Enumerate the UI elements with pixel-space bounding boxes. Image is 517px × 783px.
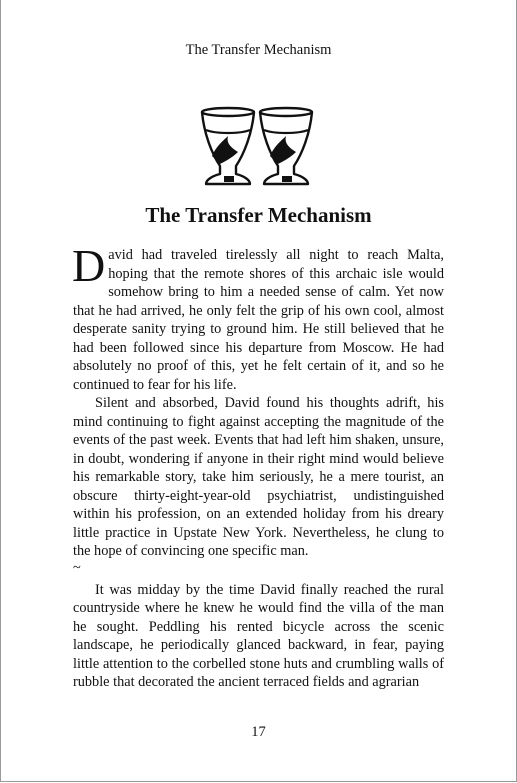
- paragraph-1-text: avid had traveled tirelessly all night to reach Malta, hoping that the remote shores of this archaic isle would somehow bring to him a needed sense of calm. Yet now that he had arrived, he only felt the grip of his own cool, almost desperate sanity trying to ground him. He still believed that he had been followed since his departure from Moscow. He had absolutely no proof of this, yet he felt certain of it, and so he continued to fear for his life.: [73, 247, 444, 393]
- section-separator: ~: [73, 559, 81, 576]
- drop-cap: D: [72, 240, 106, 291]
- page-number: 17: [251, 724, 266, 740]
- paragraph-2: Silent and absorbed, David found his thoughts adrift, his mind continuing to fight against accepting the magnitude of the events of the past week. Events that had left him shaken, unsure, in doubt, wondering if anyone in their right mind would believe his remarkable story, take him seriously, he a mere tourist, an obscure thirty-eight-year-old psychiatrist, undistinguished within his profession, on an extended holiday from his dreary little practice in Upstate New York. Nevertheless, he clung to the hope of convincing one specific man.: [73, 395, 444, 559]
- chapter-body: [72, 240, 444, 692]
- paragraph-3: It was midday by the time David finally reached the rural countryside where he knew he would find the villa of the man he sought. Peddling his rented bicycle across the scenic landscape, he periodically glanced backward, in fear, paying little attention to the corbelled stone huts and crumbling walls of rubble that decorated the ancient terraced fields and agrarian: [73, 581, 444, 690]
- paragraph-1: [72, 240, 444, 394]
- running-head: The Transfer Mechanism: [185, 42, 332, 58]
- twin-glasses-icon: [198, 106, 320, 194]
- chapter-title: The Transfer Mechanism: [145, 203, 372, 227]
